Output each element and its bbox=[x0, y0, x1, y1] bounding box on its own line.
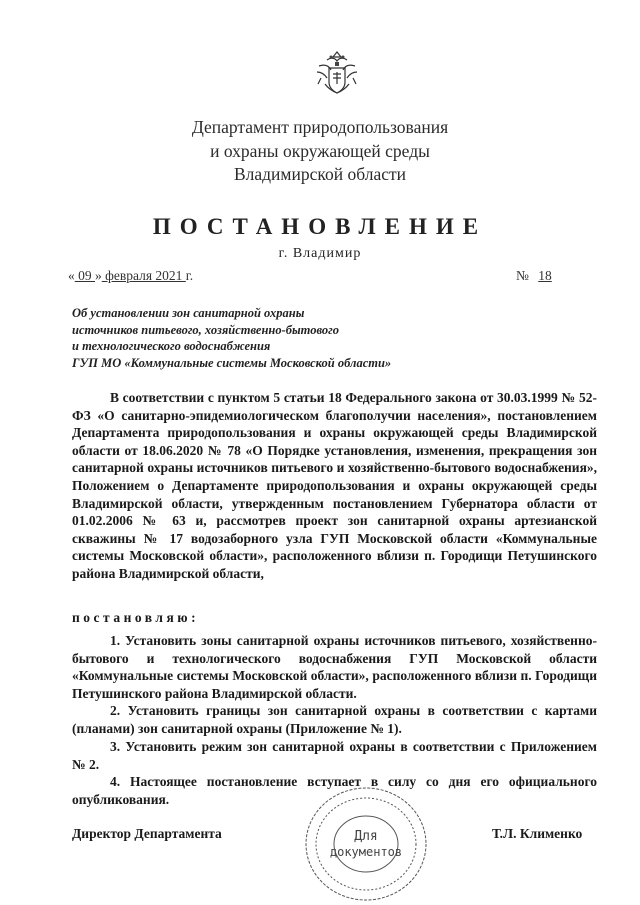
item-4: 4. Настоящее постановление вступает в силу со дня его официального опубликования. bbox=[72, 774, 597, 807]
signatory-position: Директор Департамента bbox=[72, 826, 222, 841]
subject-line-3: и технологического водоснабжения bbox=[72, 339, 271, 353]
number-value: 18 bbox=[538, 268, 552, 283]
subject-line-4: ГУП МО «Коммунальные системы Московской области» bbox=[72, 355, 392, 370]
preamble-paragraph: В соответствии с пунктом 5 статьи 18 Федерального закона от 30.03.1999 № 52-ФЗ «О санитарно-эпидемиологическом благополучии населения», постановлением Департамента природопользования и охраны окружающей среды Владимирской области от 18.06.2020 № 78 «О Порядке установления, изменения, прекращения зон санитарной охраны источников питьевого и хозяйственно-бытового водоснабжения», Положением о Департаменте природопользования и охраны окружающей среды Владимирской области, утвержденным постановлением Губернатора области от 01.02.2006 № 63 и, рассмотрев проект зон санитарной охраны артезианской скважины № 17 водозаборного узла ГУП Московской области «Коммунальные системы Московской области», расположенного вблизи п. Городищи Петушинского района Владимирской области, bbox=[72, 390, 597, 581]
date-suffix: г. bbox=[185, 268, 194, 283]
document-title: ПОСТАНОВЛЕНИЕ bbox=[152, 214, 488, 239]
date-open-quote: « bbox=[68, 268, 75, 283]
subject-line-1: Об установлении зон санитарной охраны bbox=[72, 306, 305, 320]
decree-word: постановляю: bbox=[72, 610, 200, 625]
date-day: 09 bbox=[74, 268, 95, 283]
stamp-line-1: Для bbox=[354, 829, 378, 844]
date-month-year: февраля 2021 bbox=[101, 268, 186, 283]
date-close-quote: » bbox=[95, 268, 102, 283]
document-subject bbox=[72, 305, 391, 371]
city-label: г. Владимир bbox=[278, 246, 362, 261]
official-stamp bbox=[302, 784, 430, 904]
department-line-1: Департамент природопользования bbox=[191, 117, 449, 137]
item-3: 3. Установить режим зон санитарной охраны в соответствии с Приложением № 2. bbox=[72, 739, 597, 772]
document-number bbox=[516, 268, 558, 284]
department-line-3: Владимирской области bbox=[233, 164, 406, 184]
stamp-line-2: документов bbox=[329, 845, 403, 859]
coat-of-arms-icon bbox=[311, 48, 363, 100]
subject-line-2: источников питьевого, хозяйственно-бытового bbox=[72, 322, 340, 337]
department-line-2: и охраны окружающей среды bbox=[210, 141, 430, 161]
item-1: 1. Установить зоны санитарной охраны источников питьевого, хозяйственно-бытового и технологического водоснабжения ГУП Московской области «Коммунальные системы Московской области», расположенного вблизи п. Городищи Петушинского района Владимирской области. bbox=[72, 633, 597, 701]
signatory-name: Т.Л. Клименко bbox=[492, 826, 583, 841]
number-prefix: № bbox=[516, 268, 529, 283]
item-2: 2. Установить границы зон санитарной охраны в соответствии с картами (планами) зон санитарной охраны (Приложение № 1). bbox=[72, 703, 597, 736]
document-date bbox=[68, 268, 193, 284]
